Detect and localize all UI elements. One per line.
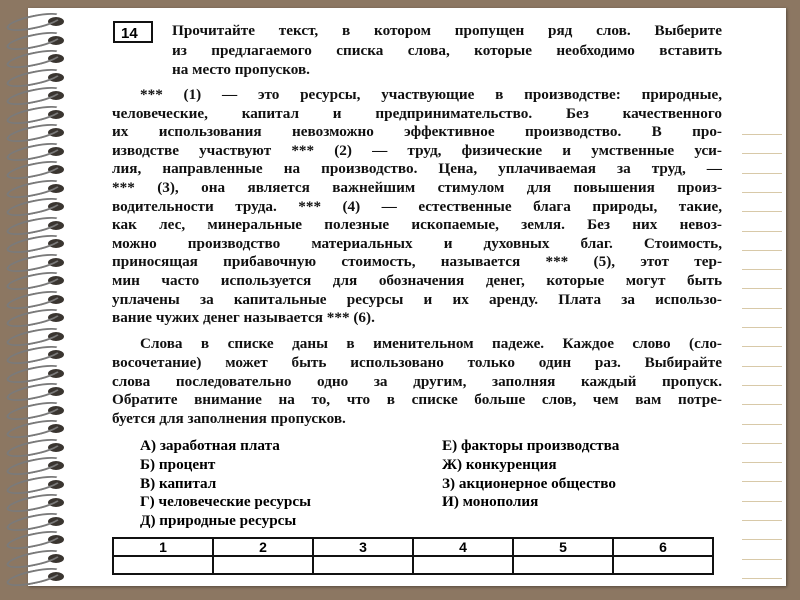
spiral-ring	[6, 273, 68, 287]
note-line: слова последовательно одно за другим, заполняя каждый пропуск.	[112, 372, 722, 390]
answer-table-header	[113, 538, 713, 556]
spiral-ring	[6, 181, 68, 195]
spiral-ring	[6, 495, 68, 509]
answer-cell[interactable]	[313, 556, 413, 574]
spiral-ring	[6, 551, 68, 565]
note-line: буется для заполнения пропусков.	[112, 410, 346, 428]
ruled-line	[742, 424, 782, 425]
option-item: В) капитал	[140, 474, 217, 492]
ruled-line	[742, 211, 782, 212]
spiral-ring	[6, 162, 68, 176]
ruled-line	[742, 327, 782, 328]
spiral-ring	[6, 514, 68, 528]
ruled-line	[742, 192, 782, 193]
ruled-line	[742, 578, 782, 579]
ruled-line	[742, 231, 782, 232]
ruled-line	[742, 173, 782, 174]
spiral-ring	[6, 366, 68, 380]
ruled-line	[742, 462, 782, 463]
spiral-ring	[6, 458, 68, 472]
spiral-ring	[6, 51, 68, 65]
text-line: *** (1) — это ресурсы, участвующие в производстве: природные,	[140, 86, 722, 103]
note-line: Слова в списке даны в именительном падеже. Каждое слово (сло-	[140, 335, 722, 352]
answer-cell[interactable]	[413, 556, 513, 574]
spiral-ring	[6, 384, 68, 398]
spiral-ring	[6, 347, 68, 361]
spiral-ring	[6, 329, 68, 343]
spiral-ring	[6, 218, 68, 232]
instruction-line: Прочитайте текст, в котором пропущен ряд слов. Выберите	[172, 22, 722, 39]
text-line: водительности труда. *** (4) — естественные блага природы, такие,	[112, 197, 722, 215]
text-line: лия, направленные на производство. Цена, уплачиваемая за труд, —	[112, 160, 722, 178]
ruled-line	[742, 250, 782, 251]
note-line: восочетание) может быть использовано только один раз. Выбирайте	[112, 353, 722, 371]
ruled-line	[742, 520, 782, 521]
text-line: *** (3), она является важнейшим стимулом для повышения произ-	[112, 179, 722, 196]
ruled-line	[742, 481, 782, 482]
spiral-ring	[6, 477, 68, 491]
spiral-ring	[6, 292, 68, 306]
option-item: Е) факторы производства	[442, 437, 620, 454]
spiral-ring	[6, 255, 68, 269]
text-line: вание чужих денег называется *** (6).	[112, 309, 375, 327]
ruled-line	[742, 366, 782, 367]
answer-cell[interactable]	[213, 556, 313, 574]
ruled-line	[742, 385, 782, 386]
answer-cell[interactable]	[113, 556, 213, 574]
text-line: их использования невозможно эффективное производство. В про-	[112, 123, 722, 141]
answer-cell[interactable]	[513, 556, 613, 574]
spiral-ring	[6, 199, 68, 213]
option-item: Г) человеческие ресурсы	[140, 493, 311, 511]
spiral-ring	[6, 70, 68, 84]
ruled-line	[742, 559, 782, 560]
ruled-line	[742, 308, 782, 309]
text-line: человеческие, капитал и предпринимательство. Без качественного	[112, 104, 722, 122]
answer-column-header: 4	[413, 538, 513, 556]
option-item: Б) процент	[140, 455, 216, 473]
answer-table-row	[113, 556, 713, 574]
instruction-line: на место пропусков.	[172, 61, 310, 78]
answer-column-header: 5	[513, 538, 613, 556]
ruled-line	[742, 443, 782, 444]
ruled-line	[742, 404, 782, 405]
spiral-ring	[6, 14, 68, 28]
spiral-ring	[6, 33, 68, 47]
answer-column-header: 3	[313, 538, 413, 556]
spiral-ring	[6, 236, 68, 250]
ruled-line	[742, 346, 782, 347]
answer-column-header: 6	[613, 538, 713, 556]
answer-table	[112, 537, 714, 575]
spiral-ring	[6, 421, 68, 435]
option-item: И) монополия	[442, 493, 539, 511]
ruled-line	[742, 269, 782, 270]
text-line: уплачены за капитальные ресурсы и их аренду. Плата за использо-	[112, 290, 722, 308]
option-item: А) заработная плата	[140, 437, 280, 454]
ruled-line	[742, 539, 782, 540]
spiral-ring	[6, 569, 68, 583]
answer-column-header: 1	[113, 538, 213, 556]
text-line: можно производство материальных и духовных благ. Стоимость,	[112, 234, 722, 252]
spiral-ring	[6, 88, 68, 102]
spiral-ring	[6, 440, 68, 454]
answer-cell[interactable]	[613, 556, 713, 574]
text-line: изводстве участвуют *** (2) — труд, физические и умственные уси-	[112, 141, 722, 159]
note-line: Обратите внимание на то, что в списке больше слов, чем вам потре-	[112, 391, 722, 409]
text-line: как лес, минеральные полезные ископаемые, земля. Без них невоз-	[112, 216, 722, 234]
spiral-ring	[6, 144, 68, 158]
spiral-ring	[6, 403, 68, 417]
spiral-ring	[6, 532, 68, 546]
spiral-ring	[6, 125, 68, 139]
ruled-line	[742, 153, 782, 154]
ruled-line	[742, 134, 782, 135]
instruction-line: из предлагаемого списка слова, которые необходимо вставить	[172, 41, 722, 59]
spiral-ring	[6, 310, 68, 324]
text-line: приносящая прибавочную стоимость, называется *** (5), этот тер-	[112, 253, 722, 271]
task-number: 14	[113, 21, 153, 43]
answer-column-header: 2	[213, 538, 313, 556]
text-line: мин часто используется для обозначения денег, которые могут быть	[112, 272, 722, 289]
spiral-ring	[6, 107, 68, 121]
option-item: Ж) конкуренция	[442, 455, 557, 473]
option-item: Д) природные ресурсы	[140, 512, 297, 530]
ruled-line	[742, 501, 782, 502]
ruled-line	[742, 288, 782, 289]
option-item: З) акционерное общество	[442, 474, 616, 492]
